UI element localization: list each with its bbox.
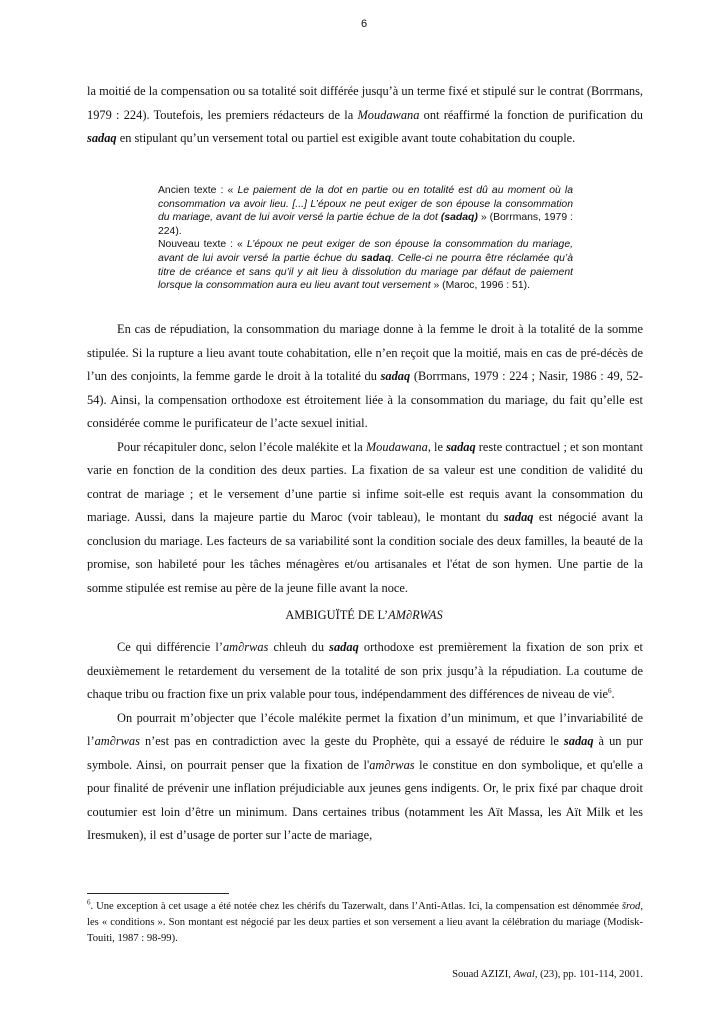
section-paragraphs — [87, 636, 643, 848]
footnote-marker: 6 — [87, 898, 91, 907]
paragraph-5: On pourrait m’objecter que l’école malékite permet la fixation d’un minimum, et que l’invariabilité de l’am∂rwas n’est pas en contradiction avec la geste du Prophète, qui a essayé de réduire le sadaq à un pur symbole. Ainsi, on pourrait penser que la fixation de l'am∂rwas le constitue en don symbolique, et qu'elle a pour finalité de prévenir une inflation préjudiciable aux jeunes gens indigents. Or, le prix fixé par chaque droit coutumier est loin d’être un minimum. Dans certaines tribus (notamment les Aït Massa, les Aït Milk et les Iresmuken), il est d’usage de porter sur l’acte de mariage, — [87, 710, 644, 842]
footnote-divider — [87, 893, 229, 894]
paragraph-2: En cas de répudiation, la consommation du mariage donne à la femme le droit à la totalité de la somme stipulée. Si la rupture a lieu avant toute cohabitation, elle n’en reçoit que la moitié, mais en cas de pré-décès de l’un des conjoints, la femme garde le droit à la totalité du sadaq (Borrmans, 1979 : 224 ; Nasir, 1986 : 49, 52-54). Ainsi, la compensation orthodoxe est étroitement liée à la consommation du mariage, du fait qu’elle est considérée comme le purificateur de l’acte sexuel initial. — [87, 322, 643, 430]
page-number: 6 — [360, 18, 368, 30]
paragraph-1 — [87, 80, 643, 151]
footnote-marker: 6 — [608, 686, 612, 695]
block-quote-text: Ancien texte : « Le paiement de la dot en partie ou en totalité est dû au moment où la consommation va avoir lieu. [...] L’époux ne peut exiger de son épouse la consommation du mariage, avant de lui avoir versé la partie échue de la dot (sadaq) » (Borrmans, 1979 : 224). Nouveau texte : « L’époux ne peut exiger de son épouse la consommation du mariage, avant de lui avoir versé la partie échue du sadaq. Celle-ci ne pourra être réclamée qu’à titre de créance et sans qu’il y ait lieu à dissolution du mariage par défaut de paiement lorsque la consommation aura eu lieu avant tout versement » (Maroc, 1996 : 51). — [158, 185, 574, 292]
main-paragraphs — [87, 318, 643, 600]
footnote: $^6$. Une exception à cet usage a été notée chez les chérifs du Tazerwalt, dans l’Anti-Atlas. Ici, la compensation est dénommée šrod, les « conditions ». Son montant est négocié par les deux parties et son versement a lieu avant la célébration du mariage (Modisk-Touiti, 1987 : 98-99). — [87, 898, 643, 944]
paragraph-3: Pour récapituler donc, selon l’école malékite et la Moudawana, le sadaq reste contractuel ; et son montant varie en fonction de la condition des deux parties. La fixation de sa valeur est une condition de validité du contrat de mariage ; et le versement d’une partie si infime soit-elle est requis avant la consommation du mariage. Aussi, dans la majeure partie du Maroc (voir tableau), le montant du sadaq est négocié avant la conclusion du mariage. Les facteurs de sa variabilité sont la condition sociale des deux familles, la beauté de la promise, son habileté pour les tâches ménagères et/ou artisanales et l'état de son hymen. Une partie de la somme stipulée est remise au père de la jeune fille avant la noce. — [87, 439, 643, 595]
section-heading: AMBIGUÏTÉ DE L’AM∂RWAS — [285, 608, 443, 622]
paragraph-4: Ce qui différencie l’am∂rwas chleuh du sadaq orthodoxe est premièrement la fixation de son prix et deuxièmement le retardement du versement de la totalité de son prix jusqu’à la répudiation. La coutume de chaque tribu ou fraction fixe un prix valable pour tous, indépendamment des différences de niveau de vie$^6$. — [87, 640, 643, 701]
page-footer: Souad AZIZI, Awal, (23), pp. 101-114, 2001. — [452, 969, 643, 980]
block-quote — [158, 184, 573, 293]
paragraph-1-text: la moitié de la compensation ou sa totalité soit différée jusqu’à un terme fixé et stipulé sur le contrat (Borrmans, 1979 : 224). Toutefois, les premiers rédacteurs de la Moudawana ont réaffirmé la fonction de purification du sadaq en stipulant qu’un versement total ou partiel est exigible avant toute cohabitation du couple. — [87, 84, 643, 145]
